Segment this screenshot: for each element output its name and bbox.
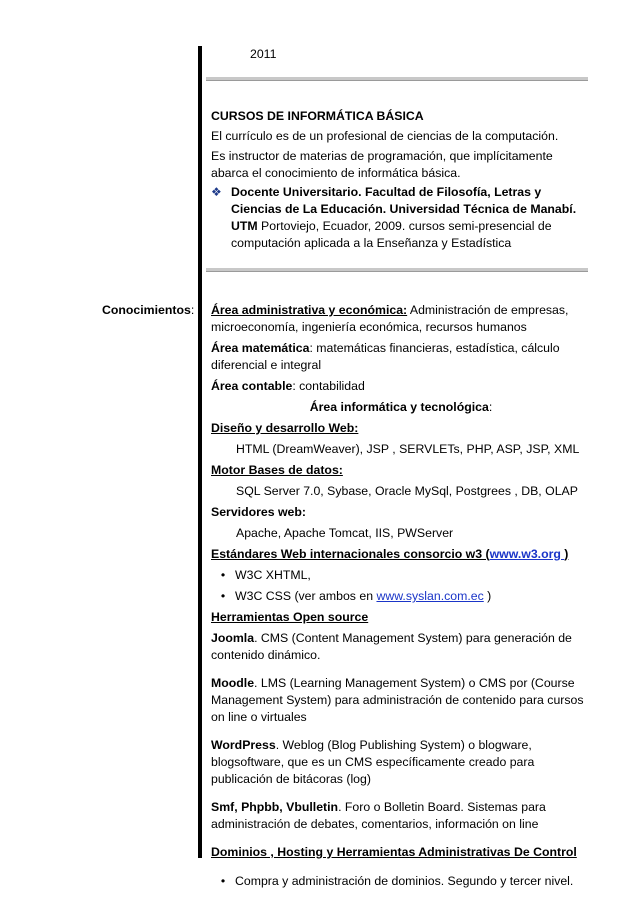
- cursos-line2: Es instructor de materias de programación, que implícitamente abarca el conocimiento de informática básica.: [211, 149, 553, 180]
- bullet-icon: •: [220, 568, 226, 582]
- motor-text: SQL Server 7.0, Sybase, Oracle MySql, Postgrees , DB, OLAP: [236, 484, 578, 498]
- diseno-text: HTML (DreamWeaver), JSP , SERVLETs, PHP, ASP, JSP, XML: [236, 442, 580, 456]
- joomla-text: Joomla. CMS (Content Management System) para generación de contenido dinámico.: [211, 631, 572, 662]
- w3-link[interactable]: www.w3.org: [489, 547, 565, 561]
- bullet-icon: •: [220, 874, 226, 888]
- cursos-line1: El currículo es de un profesional de ciencias de la computación.: [211, 129, 559, 143]
- diamond-bullet-icon: ❖: [211, 185, 222, 199]
- estandares-line: Estándares Web internacionales consorcio w3 (www.w3.org ): [211, 547, 569, 561]
- diseno-title: Diseño y desarrollo Web:: [211, 421, 359, 435]
- vertical-divider: [198, 46, 202, 858]
- moodle-text: Moodle. LMS (Learning Management System) o CMS por (Course Management System) para administración de contenido para cursos on line o virtuales: [211, 676, 584, 724]
- w3c-xhtml-item: • W3C XHTML,: [211, 567, 591, 584]
- conocimientos-section: [211, 302, 591, 890]
- herramientas-title: Herramientas Open source: [211, 610, 369, 624]
- bullet-icon: •: [220, 589, 226, 603]
- syslan-link[interactable]: www.syslan.com.ec: [376, 589, 484, 603]
- area-informatica: Área informática y tecnológica:: [309, 400, 493, 414]
- motor-title: Motor Bases de datos:: [211, 463, 343, 477]
- servidores-text: Apache, Apache Tomcat, IIS, PWServer: [236, 526, 454, 540]
- section-rule-2: [206, 268, 588, 272]
- w3c-css-item: • W3C CSS (ver ambos en www.syslan.com.ec ): [211, 588, 591, 605]
- area-administrativa: Área administrativa y económica: Administración de empresas, microeconomía, ingeniería económica, recursos humanos: [211, 303, 569, 334]
- docente-item: [211, 184, 591, 252]
- dominios-title: Dominios , Hosting y Herramientas Administrativas De Control: [211, 845, 577, 859]
- smf-text: Smf, Phpbb, Vbulletin. Foro o Bolletin Board. Sistemas para administración de debates, comentarios, información on line: [211, 800, 546, 831]
- servidores-title: Servidores web:: [211, 505, 306, 519]
- wordpress-text: WordPress. Weblog (Blog Publishing System) o blogware, blogsoftware, que es un CMS específicamente creado para publicación de bitácoras (log): [211, 738, 535, 786]
- area-contable: Área contable: contabilidad: [211, 379, 365, 393]
- cursos-section: [211, 108, 591, 252]
- docente-text: Docente Universitario. Facultad de Filosofía, Letras y Ciencias de La Educación. Universidad Técnica de Manabí. UTM Portoviejo, Ecuador, 2009. cursos semi-presencial de computación aplicada a la Enseñanza y Estadística: [231, 185, 577, 250]
- area-matematica: Área matemática: matemáticas financieras, estadística, cálculo diferencial e integral: [211, 341, 560, 372]
- section-rule-1: [206, 77, 588, 81]
- dominios-item: • Compra y administración de dominios. Segundo y tercer nivel.: [211, 873, 591, 890]
- year-text: 2011: [250, 47, 277, 61]
- conocimientos-label: Conocimientos:: [102, 303, 195, 317]
- cursos-heading: CURSOS DE INFORMÁTICA BÁSICA: [211, 109, 424, 123]
